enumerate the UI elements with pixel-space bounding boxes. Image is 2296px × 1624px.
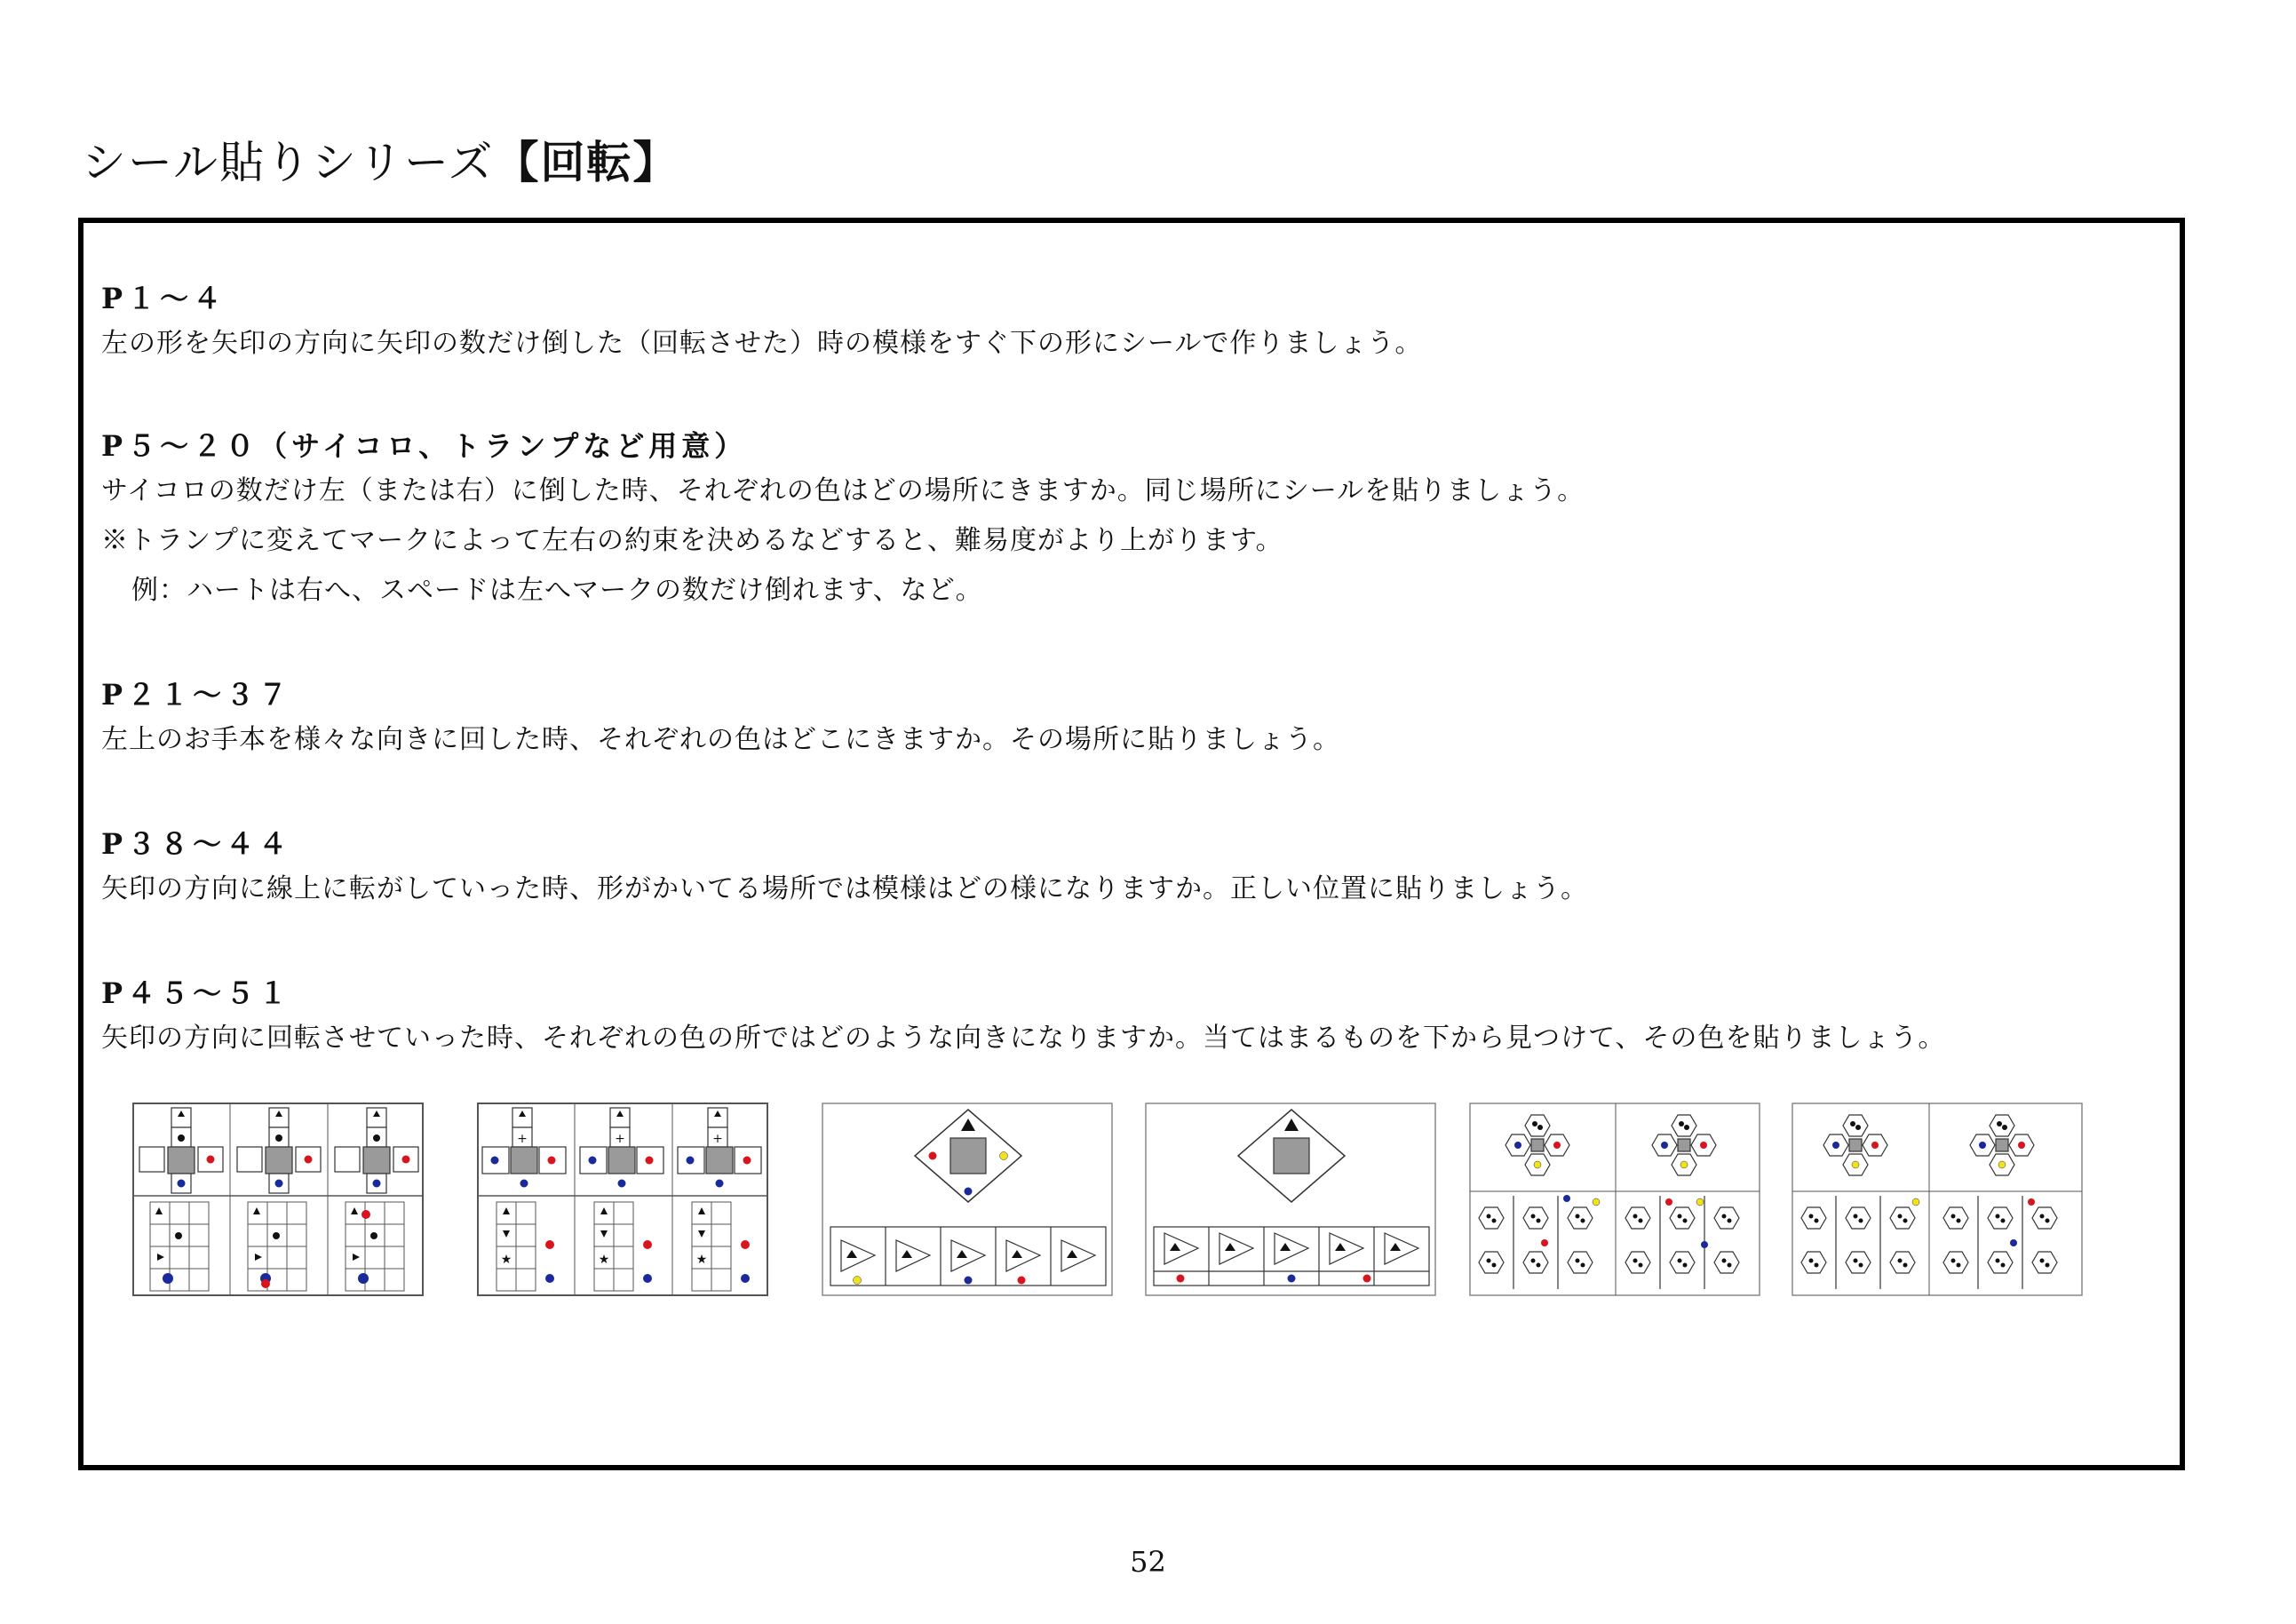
section-p21-37 — [101, 674, 1340, 765]
svg-text:★: ★ — [500, 1253, 512, 1267]
hexagon-figure-2 — [1792, 1103, 2085, 1298]
section-p5-20 — [101, 426, 1585, 616]
cube-net-figure-2 — [477, 1103, 770, 1298]
section-p45-51 — [101, 973, 1945, 1063]
section-heading: P２１～３７ — [101, 678, 292, 712]
figure-strip — [132, 1103, 2166, 1298]
section-line: 矢印の方向に線上に転がしていった時、形がかいてる場所では模様はどの様になりますか。正しい位置に貼りましょう。 — [101, 873, 1588, 904]
triangle-net-figure-1 — [822, 1103, 1115, 1298]
triangle-net-figure-2 — [1145, 1103, 1438, 1298]
page-number: 52 — [1130, 1545, 1166, 1579]
section-p38-44 — [101, 824, 1588, 914]
section-heading: P５～２０（サイコロ、トランプなど用意） — [101, 429, 748, 463]
content-frame — [78, 218, 2185, 1470]
page-title — [82, 131, 679, 194]
svg-text:+: + — [517, 1132, 528, 1146]
section-line: 左の形を矢印の方向に矢印の数だけ倒した（回転させた）時の模様をすぐ下の形にシールで作りましょう。 — [101, 328, 1423, 359]
section-heading: P４５～５１ — [101, 976, 292, 1010]
section-line: ※トランプに変えてマークによって左右の約束を決めるなどすると、難易度がより上がります。 — [101, 525, 1283, 556]
page-title-bracket: 【回転】 — [494, 136, 679, 188]
section-heading: P３８～４４ — [101, 827, 292, 861]
section-line: 左上のお手本を様々な向きに回した時、それぞれの色はどこにきますか。その場所に貼りましょう。 — [101, 724, 1340, 755]
section-p1-4 — [101, 278, 1422, 369]
page-title-text: シール貼りシリーズ — [82, 137, 495, 188]
cube-net-figure-1 — [132, 1103, 425, 1298]
section-line: 矢印の方向に回転させていった時、それぞれの色の所ではどのような向きになりますか。当てはまるものを下から見つけて、その色を貼りましょう。 — [101, 1023, 1946, 1054]
section-line: 例：ハートは右へ、スペードは左へマークの数だけ倒れます、など。 — [131, 575, 983, 606]
section-heading: P１～４ — [101, 282, 226, 315]
section-line: サイコロの数だけ左（または右）に倒した時、それぞれの色はどの場所にきますか。同じ場所にシールを貼りましょう。 — [101, 475, 1585, 506]
hexagon-figure-1 — [1469, 1103, 1762, 1298]
